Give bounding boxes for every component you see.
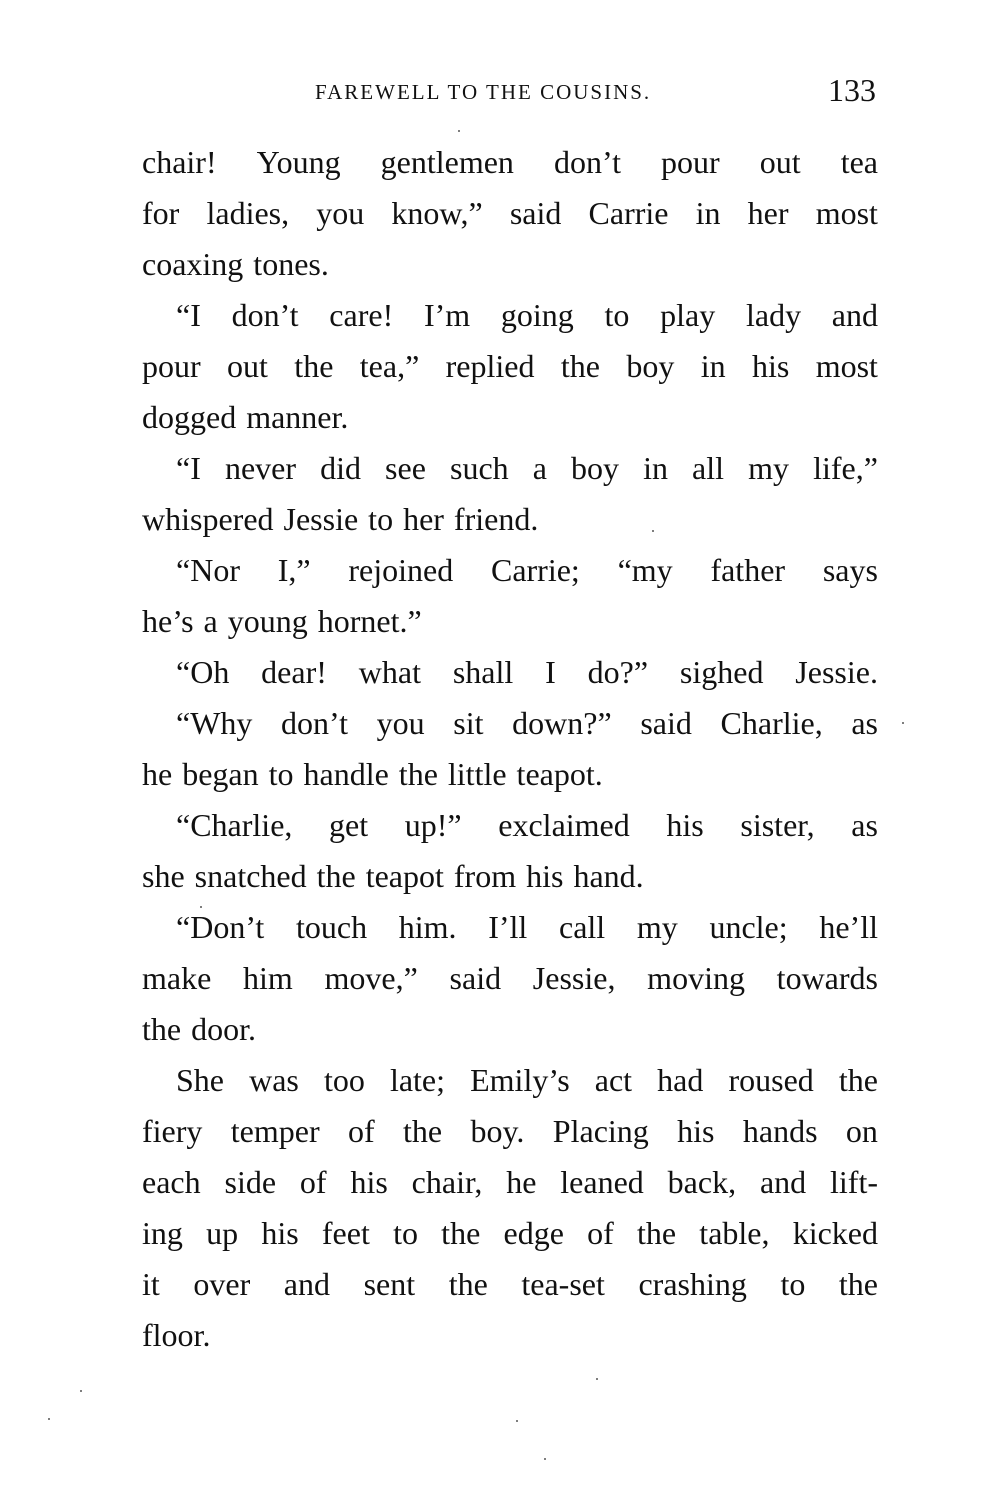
text-line xyxy=(142,545,878,596)
word: “I xyxy=(176,297,201,333)
word: of xyxy=(299,1164,327,1200)
word: act xyxy=(594,1062,633,1098)
text-line xyxy=(142,698,878,749)
word: did xyxy=(320,450,361,486)
word: dogged xyxy=(142,399,237,435)
word: father xyxy=(710,552,786,588)
word: pour xyxy=(661,144,720,180)
text-line xyxy=(142,749,878,800)
word: you xyxy=(316,195,365,231)
word: tea-set xyxy=(521,1266,605,1302)
word: her xyxy=(747,195,789,231)
word: I,” xyxy=(277,552,311,588)
word: the xyxy=(398,756,438,792)
word: of xyxy=(348,1113,375,1149)
word: he xyxy=(142,756,173,792)
word: call xyxy=(559,909,606,945)
word: Carrie; xyxy=(490,552,580,588)
word: he xyxy=(506,1164,537,1200)
word: him. xyxy=(398,909,457,945)
word: hands xyxy=(742,1113,818,1149)
text-line xyxy=(142,902,878,953)
word: crashing xyxy=(638,1266,747,1302)
text-line xyxy=(142,647,878,698)
word: do?” xyxy=(587,654,649,690)
text-line xyxy=(142,290,878,341)
word: all xyxy=(692,450,725,486)
word: most xyxy=(815,195,878,231)
word: a xyxy=(203,603,218,639)
word: care! xyxy=(329,297,394,333)
text-line xyxy=(142,1106,878,1157)
word: coaxing xyxy=(142,246,244,282)
word: to xyxy=(268,756,294,792)
word: ladies, xyxy=(206,195,290,231)
word: leaned xyxy=(560,1164,644,1200)
word: don’t xyxy=(231,297,299,333)
word: sighed xyxy=(679,654,764,690)
word: moving xyxy=(647,960,745,996)
word: little xyxy=(447,756,507,792)
word: hornet.” xyxy=(317,603,422,639)
word: Jessie. xyxy=(795,654,878,690)
word: too xyxy=(323,1062,365,1098)
word: side xyxy=(224,1164,277,1200)
word: boy xyxy=(626,348,675,384)
word: Jessie, xyxy=(532,960,616,996)
word: She xyxy=(176,1062,224,1098)
word: her xyxy=(403,501,444,537)
word: lady xyxy=(745,297,802,333)
word: exclaimed xyxy=(498,807,630,843)
text-line xyxy=(142,341,878,392)
word: move,” xyxy=(324,960,418,996)
word: the xyxy=(294,348,334,384)
word: my xyxy=(748,450,789,486)
word: said xyxy=(449,960,502,996)
word: up xyxy=(206,1215,239,1251)
word: of xyxy=(587,1215,614,1251)
word: the xyxy=(636,1215,677,1251)
text-line xyxy=(142,188,878,239)
word: Emily’s xyxy=(470,1062,570,1098)
word: know,” xyxy=(391,195,483,231)
word: don’t xyxy=(281,705,349,741)
word: says xyxy=(822,552,878,588)
word: boy xyxy=(571,450,619,486)
text-line xyxy=(142,1208,878,1259)
word: she xyxy=(142,858,185,894)
word: it xyxy=(142,1266,160,1302)
word: kicked xyxy=(792,1215,878,1251)
word: Jessie xyxy=(283,501,359,537)
word: for xyxy=(142,195,180,231)
word: chair, xyxy=(411,1164,483,1200)
word: out xyxy=(227,348,268,384)
word: tea,” xyxy=(359,348,420,384)
word: teapot xyxy=(365,858,444,894)
word: sent xyxy=(363,1266,416,1302)
text-line xyxy=(142,239,878,290)
word: gentlemen xyxy=(380,144,514,180)
body-text xyxy=(142,137,878,1361)
word: see xyxy=(385,450,426,486)
word: late; xyxy=(389,1062,446,1098)
text-line xyxy=(142,494,878,545)
text-line xyxy=(142,443,878,494)
word: his xyxy=(677,1113,715,1149)
word: a xyxy=(532,450,547,486)
word: in xyxy=(695,195,721,231)
word: touch xyxy=(295,909,368,945)
word: the xyxy=(142,1011,182,1047)
word: temper xyxy=(230,1113,320,1149)
text-line xyxy=(142,1055,878,1106)
word: tones. xyxy=(253,246,329,282)
word: towards xyxy=(776,960,878,996)
word: pour xyxy=(142,348,201,384)
text-line xyxy=(142,596,878,647)
word: feet xyxy=(321,1215,370,1251)
word: Placing xyxy=(552,1113,649,1149)
text-line xyxy=(142,953,878,1004)
word: him xyxy=(243,960,293,996)
word: make xyxy=(142,960,212,996)
word: uncle; xyxy=(709,909,788,945)
word: young xyxy=(227,603,308,639)
word: going xyxy=(500,297,574,333)
word: I xyxy=(545,654,556,690)
word: sit xyxy=(453,705,484,741)
word: tea xyxy=(840,144,878,180)
word: as xyxy=(851,807,878,843)
word: my xyxy=(636,909,678,945)
word: up!” xyxy=(404,807,462,843)
word: to xyxy=(393,1215,418,1251)
word: I’ll xyxy=(488,909,528,945)
word: play xyxy=(660,297,716,333)
word: replied xyxy=(445,348,535,384)
word: the xyxy=(403,1113,443,1149)
word: out xyxy=(759,144,801,180)
running-title: FAREWELL TO THE COUSINS. xyxy=(315,80,652,104)
word: handle xyxy=(303,756,389,792)
text-line xyxy=(142,137,878,188)
word: never xyxy=(224,450,296,486)
word: snatched xyxy=(194,858,307,894)
word: sister, xyxy=(740,807,815,843)
word: I’m xyxy=(423,297,471,333)
word: his xyxy=(350,1164,388,1200)
word: “Charlie, xyxy=(176,807,293,843)
word: his xyxy=(666,807,704,843)
text-line xyxy=(142,1004,878,1055)
word: back, xyxy=(667,1164,737,1200)
text-line xyxy=(142,851,878,902)
word: from xyxy=(453,858,517,894)
word: on xyxy=(845,1113,878,1149)
word: lift- xyxy=(830,1164,878,1200)
word: he’ll xyxy=(819,909,878,945)
word: the xyxy=(560,348,600,384)
word: floor. xyxy=(142,1317,211,1353)
word: “my xyxy=(617,552,673,588)
word: in xyxy=(700,348,726,384)
word: to xyxy=(368,501,394,537)
word: “Oh xyxy=(176,654,230,690)
word: down?” xyxy=(512,705,612,741)
page-number: 133 xyxy=(828,72,876,108)
word: you xyxy=(376,705,425,741)
word: “Don’t xyxy=(176,909,265,945)
word: roused xyxy=(728,1062,814,1098)
word: began xyxy=(182,756,259,792)
word: Young xyxy=(256,144,341,180)
word: boy. xyxy=(470,1113,525,1149)
word: don’t xyxy=(553,144,621,180)
word: hand. xyxy=(573,858,644,894)
word: the xyxy=(316,858,356,894)
word: each xyxy=(142,1164,201,1200)
word: most xyxy=(815,348,878,384)
running-head xyxy=(140,72,880,116)
word: friend. xyxy=(453,501,539,537)
word: the xyxy=(838,1062,878,1098)
word: to xyxy=(780,1266,806,1302)
word: as xyxy=(851,705,878,741)
word: over xyxy=(193,1266,251,1302)
word: such xyxy=(449,450,509,486)
word: life,” xyxy=(813,450,878,486)
word: dear! xyxy=(261,654,327,690)
word: his xyxy=(751,348,790,384)
word: and xyxy=(759,1164,807,1200)
word: fiery xyxy=(142,1113,203,1149)
word: door. xyxy=(191,1011,256,1047)
word: the xyxy=(448,1266,488,1302)
word: whispered xyxy=(142,501,274,537)
text-line xyxy=(142,1157,878,1208)
word: the xyxy=(441,1215,481,1251)
word: he’s xyxy=(142,603,194,639)
word: manner. xyxy=(246,399,349,435)
word: was xyxy=(249,1062,299,1098)
word: and xyxy=(831,297,878,333)
word: “Why xyxy=(176,705,253,741)
text-line xyxy=(142,1259,878,1310)
word: and xyxy=(283,1266,330,1302)
word: in xyxy=(643,450,668,486)
word: table, xyxy=(699,1215,770,1251)
text-line xyxy=(142,800,878,851)
word: said xyxy=(509,195,562,231)
word: edge xyxy=(503,1215,564,1251)
word: “I xyxy=(176,450,201,486)
word: ing xyxy=(142,1215,183,1251)
word: Charlie, xyxy=(720,705,823,741)
word: shall xyxy=(452,654,514,690)
word: get xyxy=(329,807,369,843)
word: teapot. xyxy=(516,756,603,792)
word: chair! xyxy=(142,144,217,180)
word: Carrie xyxy=(588,195,669,231)
word: his xyxy=(526,858,564,894)
word: his xyxy=(261,1215,299,1251)
text-line xyxy=(142,392,878,443)
word: the xyxy=(838,1266,878,1302)
word: said xyxy=(640,705,692,741)
word: had xyxy=(657,1062,704,1098)
word: to xyxy=(604,297,630,333)
word: what xyxy=(358,654,421,690)
word: “Nor xyxy=(176,552,240,588)
text-line xyxy=(142,1310,878,1361)
word: rejoined xyxy=(348,552,454,588)
